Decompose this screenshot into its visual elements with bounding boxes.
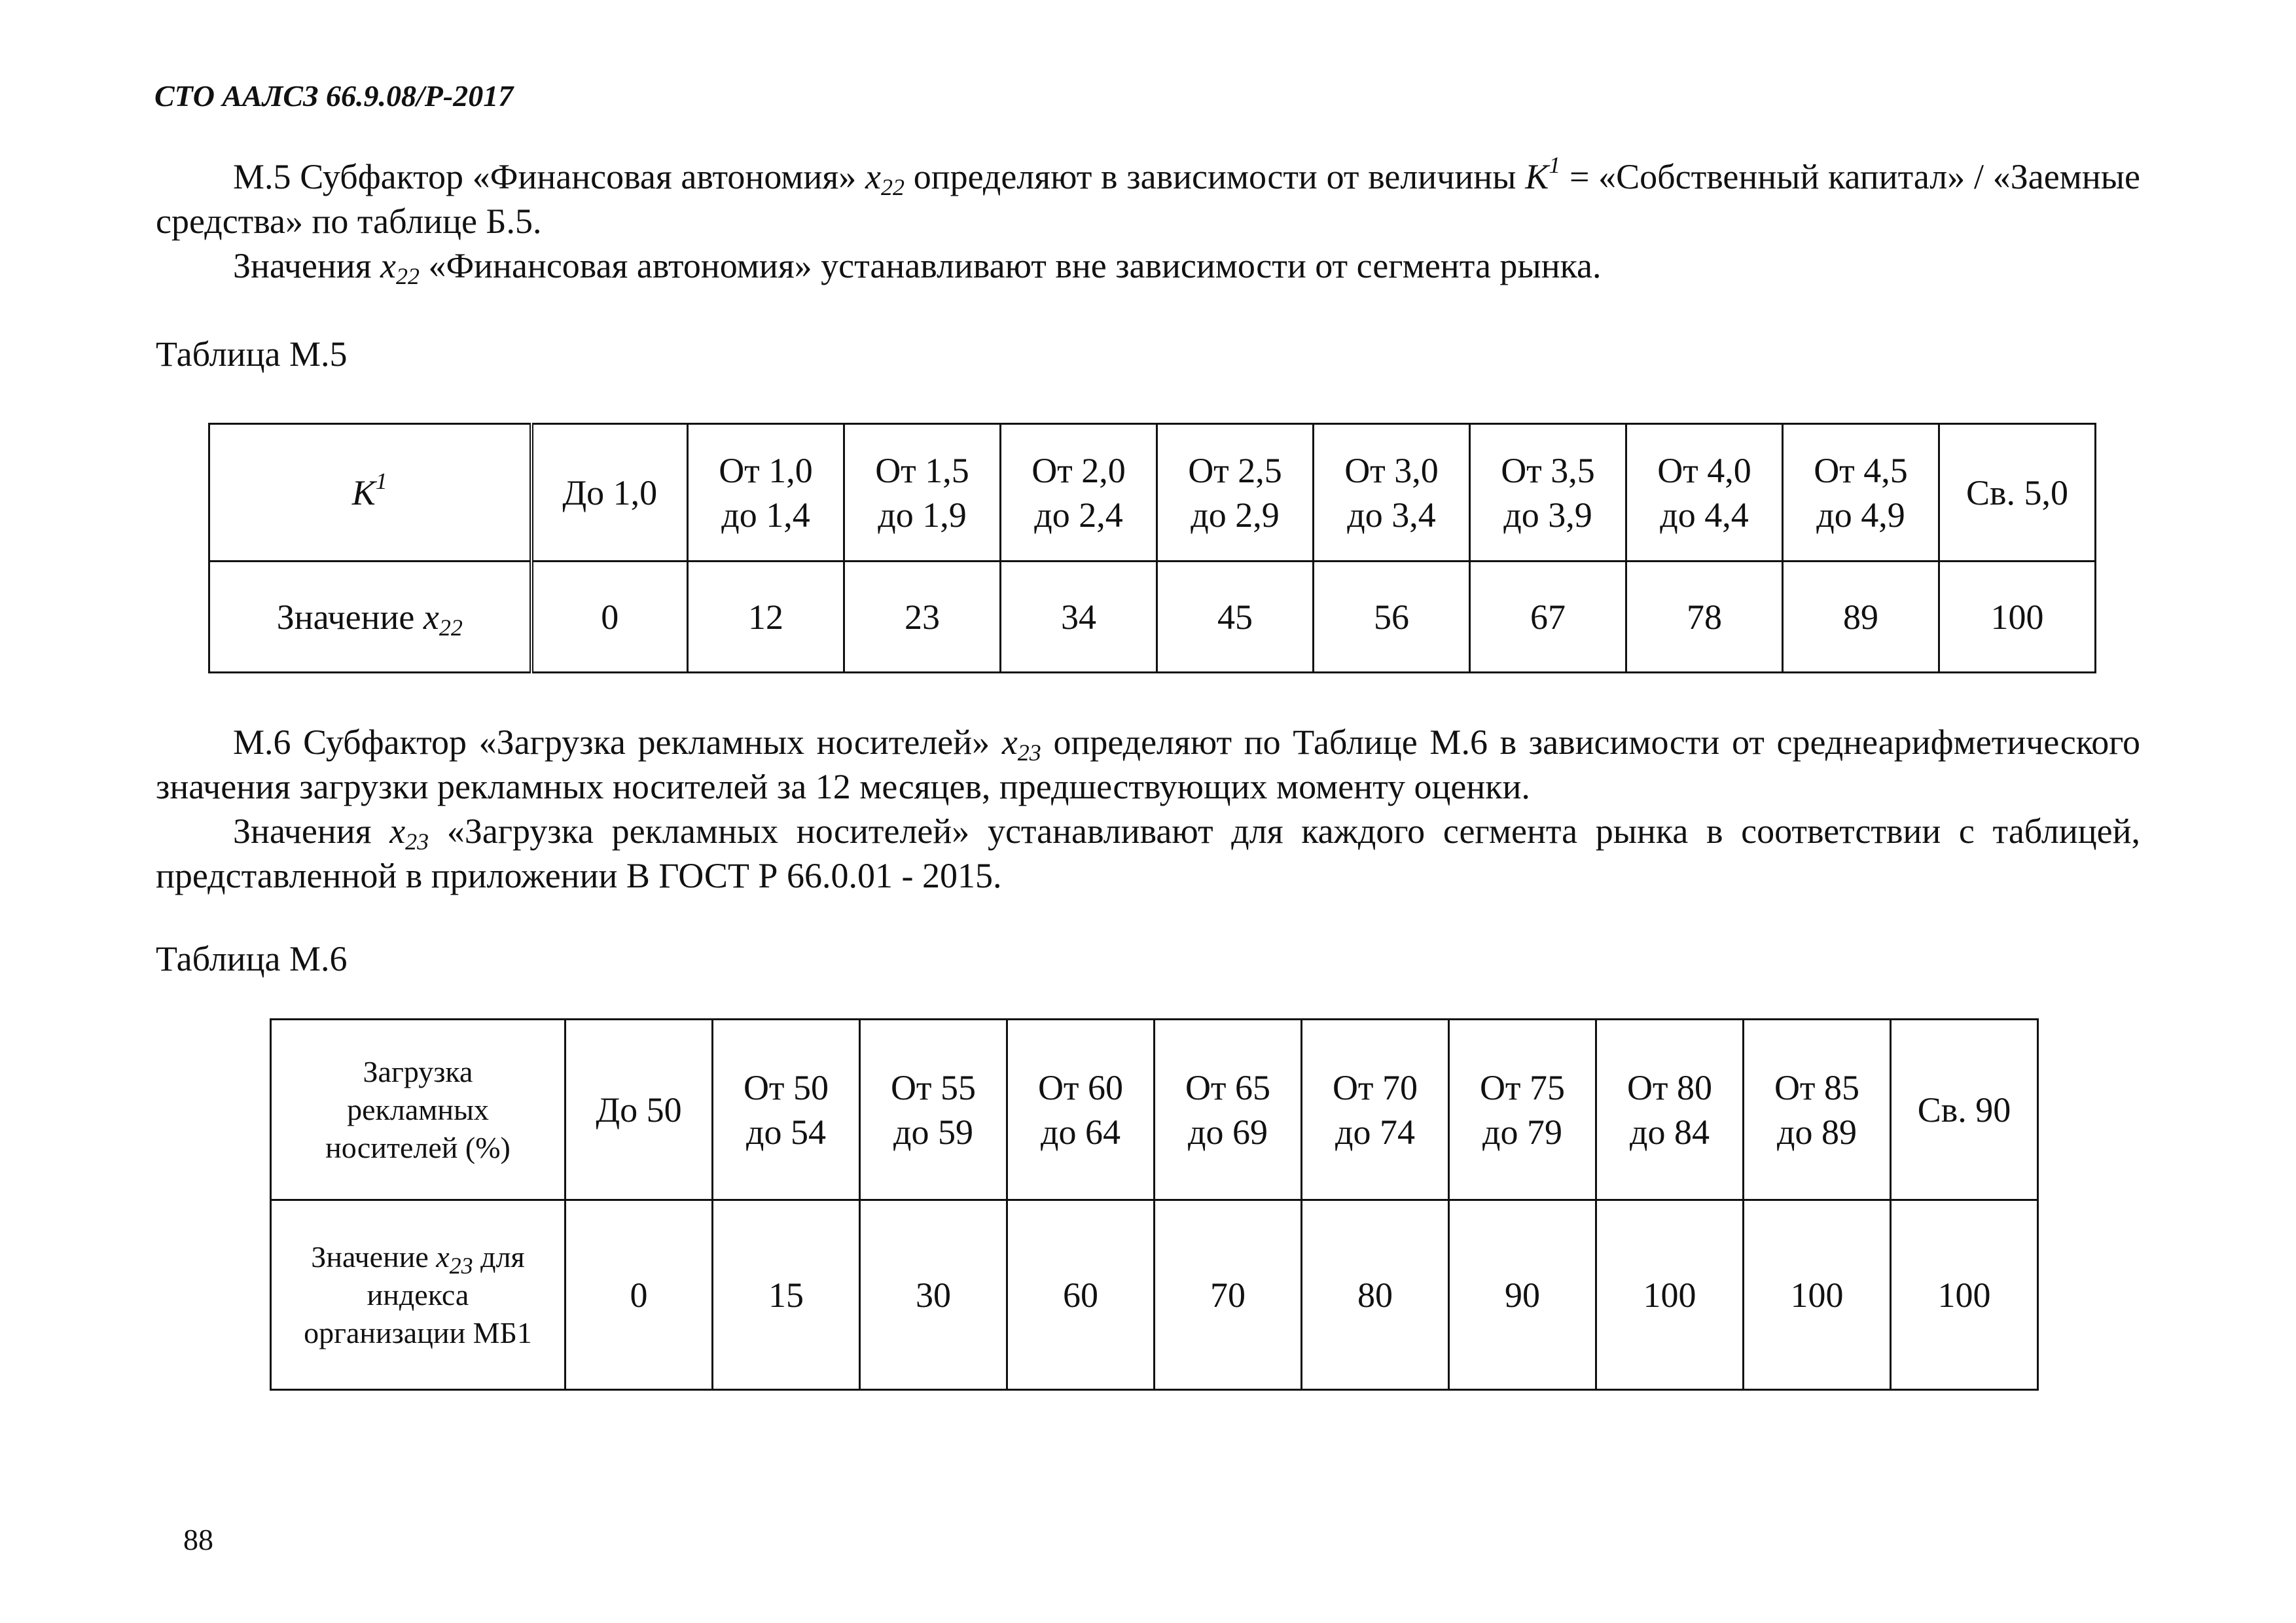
table-row [209, 562, 2096, 673]
table-cell: От 65 до 69 [1155, 1020, 1302, 1200]
table-cell-label: Значение $x_{22}$ [209, 562, 531, 673]
table-cell: 60 [1007, 1200, 1155, 1390]
table-cell: От 3,5 до 3,9 [1470, 424, 1626, 562]
table-cell-label: Загрузка рекламных носителей (%) [271, 1020, 565, 1200]
table-cell: От 50 до 54 [713, 1020, 860, 1200]
table-row [271, 1200, 2038, 1390]
table-m6 [270, 1018, 2039, 1391]
table-cell: От 1,0 до 1,4 [688, 424, 844, 562]
table-cell: 0 [565, 1200, 713, 1390]
table-cell: От 70 до 74 [1302, 1020, 1449, 1200]
table-cell: 23 [844, 562, 1001, 673]
table-cell: 67 [1470, 562, 1626, 673]
table-cell-label: Значение $x_{23}$ для индекса организации МБ1 [271, 1200, 565, 1390]
table-cell: 100 [1939, 562, 2096, 673]
math-x22: $x_{22}$ [865, 157, 905, 200]
table-cell: До 1,0 [531, 424, 688, 562]
table-cell: 34 [1001, 562, 1157, 673]
table-cell: 0 [531, 562, 688, 673]
table-cell: До 50 [565, 1020, 713, 1200]
table-cell: Св. 90 [1891, 1020, 2038, 1200]
m6-paragraph-2: Значения $x_{23}$ «Загрузка рекламных носителей» устанавливают для каждого сегмента рынка в соответствии с таблицей, представленной в приложении В ГОСТ Р 66.0.01 - 2015. [156, 812, 2141, 895]
table-cell: 15 [713, 1200, 860, 1390]
table-cell: 89 [1783, 562, 1939, 673]
table-cell: От 80 до 84 [1596, 1020, 1744, 1200]
table-cell: От 85 до 89 [1744, 1020, 1891, 1200]
table-cell: От 2,5 до 2,9 [1157, 424, 1314, 562]
table-cell: От 55 до 59 [860, 1020, 1007, 1200]
table-cell: 100 [1891, 1200, 2038, 1390]
table-cell: От 60 до 64 [1007, 1020, 1155, 1200]
table-cell: 12 [688, 562, 844, 673]
math-x23: $x_{23}$ [389, 812, 429, 855]
table-cell: От 2,0 до 2,4 [1001, 424, 1157, 562]
table-cell: 56 [1314, 562, 1470, 673]
page-number: 88 [183, 1523, 213, 1556]
m6-paragraph-1: М.6 Субфактор «Загрузка рекламных носителей» $x_{23}$ определяют по Таблице М.6 в зависимости от среднеарифметического значения загрузки рекламных носителей за 12 месяцев, предшествующих моменту оценки. [156, 722, 2140, 806]
table-cell: 90 [1449, 1200, 1596, 1390]
table-cell: 100 [1744, 1200, 1891, 1390]
table-cell: 78 [1626, 562, 1783, 673]
table-m6-caption: Таблица М.6 [156, 939, 348, 978]
table-cell: 45 [1157, 562, 1314, 673]
m5-paragraph-1: М.5 Субфактор «Финансовая автономия» $x_{22}$ определяют в зависимости от величины $K^1$ = «Собственный капитал» / «Заемные средства» по таблице Б.5. [156, 152, 2141, 241]
math-k1: $K^1$ [1525, 152, 1561, 196]
table-row [209, 424, 2096, 562]
table-cell: От 4,0 до 4,4 [1626, 424, 1783, 562]
table-cell: От 4,5 до 4,9 [1783, 424, 1939, 562]
document-header: СТО ААЛСЗ 66.9.08/Р-2017 [154, 79, 514, 113]
table-m5-caption: Таблица М.5 [156, 334, 348, 374]
table-cell: От 1,5 до 1,9 [844, 424, 1001, 562]
table-cell: 100 [1596, 1200, 1744, 1390]
table-m5 [208, 423, 2096, 673]
table-cell: 70 [1155, 1200, 1302, 1390]
table-cell: 80 [1302, 1200, 1449, 1390]
table-cell: От 3,0 до 3,4 [1314, 424, 1470, 562]
table-cell-k1: $K^1$ [209, 424, 531, 562]
m5-paragraph-2: Значения $x_{22}$ «Финансовая автономия» устанавливают вне зависимости от сегмента рынка. [233, 246, 1602, 289]
table-row [271, 1020, 2038, 1200]
table-cell: Св. 5,0 [1939, 424, 2096, 562]
table-cell: От 75 до 79 [1449, 1020, 1596, 1200]
table-cell: 30 [860, 1200, 1007, 1390]
math-x23: $x_{23}$ [1001, 722, 1041, 766]
math-x22: $x_{22}$ [380, 246, 420, 289]
